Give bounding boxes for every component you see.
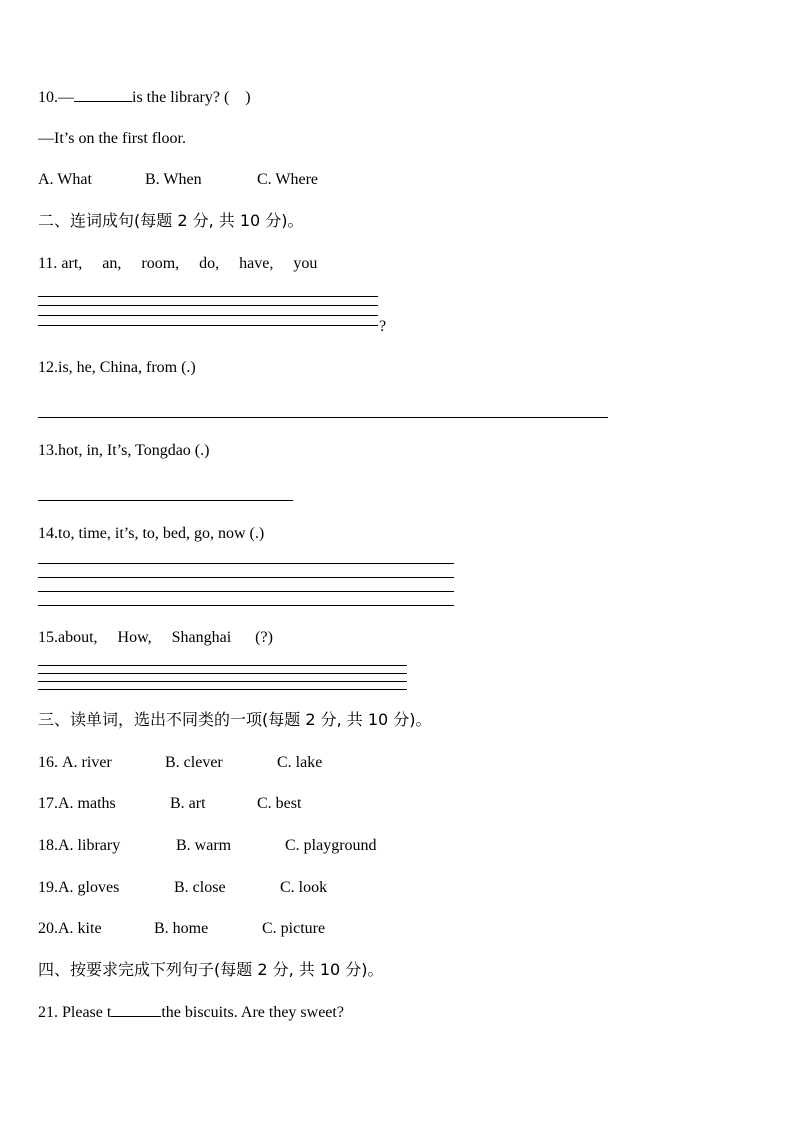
question-10-text: is the library? ( ) [132, 89, 251, 106]
answer-line[interactable] [38, 296, 378, 297]
question-10-number: 10.— [38, 89, 74, 106]
section-3-heading: 三、读单词，选出不同类的一项(每题 2 分, 共 10 分)。 [38, 710, 432, 729]
question-19 [38, 878, 327, 898]
question-number: 17. [38, 795, 58, 812]
answer-line[interactable] [38, 500, 293, 501]
answer-blank[interactable] [111, 1002, 161, 1017]
question-12-words: 12.is, he, China, from (.) [38, 359, 196, 376]
option-b: B. home [154, 920, 209, 937]
answer-line[interactable] [38, 577, 454, 578]
question-16 [38, 753, 322, 773]
answer-blank[interactable] [74, 87, 132, 102]
answer-line[interactable] [38, 689, 407, 690]
section-4-heading: 四、按要求完成下列句子(每题 2 分, 共 10 分)。 [38, 960, 384, 979]
option-b: B. art [170, 795, 206, 812]
answer-line[interactable] [38, 665, 407, 666]
question-18 [38, 836, 377, 856]
option-a: A. river [62, 754, 112, 771]
option-c: C. playground [285, 837, 377, 854]
answer-line[interactable] [38, 605, 454, 606]
option-b: B. warm [176, 837, 232, 854]
option-b: B. close [174, 879, 226, 896]
question-20 [38, 919, 325, 939]
question-number: 20. [38, 920, 58, 937]
option-a: A. kite [58, 920, 102, 937]
answer-line[interactable] [38, 681, 407, 682]
option-c: C. Where [257, 171, 319, 188]
question-10-stem [38, 87, 251, 108]
question-10-answer: —It’s on the first floor. [38, 130, 186, 147]
option-b: B. When [145, 171, 202, 188]
question-21-suffix: the biscuits. Are they sweet? [161, 1004, 344, 1021]
option-a: A. gloves [58, 879, 120, 896]
option-c: C. lake [277, 754, 323, 771]
question-11-end-mark: ? [379, 318, 387, 335]
answer-line[interactable] [38, 417, 608, 418]
question-21 [38, 1002, 344, 1023]
option-c: C. look [280, 879, 328, 896]
answer-line[interactable] [38, 673, 407, 674]
answer-line[interactable] [38, 591, 454, 592]
option-a: A. maths [58, 795, 116, 812]
question-number: 19. [38, 879, 58, 896]
answer-line[interactable] [38, 325, 378, 326]
option-c: C. picture [262, 920, 326, 937]
question-14-words: 14.to, time, it’s, to, bed, go, now (.) [38, 525, 265, 542]
question-number: 16. [38, 754, 62, 771]
question-11-words: 11. art, an, room, do, have, you [38, 255, 318, 272]
question-number: 18. [38, 837, 58, 854]
option-b: B. clever [165, 754, 223, 771]
question-15-words: 15.about, How, Shanghai (?) [38, 629, 273, 646]
option-a: A. library [58, 837, 121, 854]
section-2-heading: 二、连词成句(每题 2 分, 共 10 分)。 [38, 211, 304, 230]
answer-line[interactable] [38, 315, 378, 316]
option-c: C. best [257, 795, 302, 812]
question-13-words: 13.hot, in, It’s, Tongdao (.) [38, 442, 210, 459]
question-21-prefix: 21. Please t [38, 1004, 112, 1021]
answer-line[interactable] [38, 563, 454, 564]
answer-line[interactable] [38, 305, 378, 306]
question-17 [38, 794, 301, 814]
question-10-options [38, 170, 318, 190]
option-a: A. What [38, 171, 92, 188]
